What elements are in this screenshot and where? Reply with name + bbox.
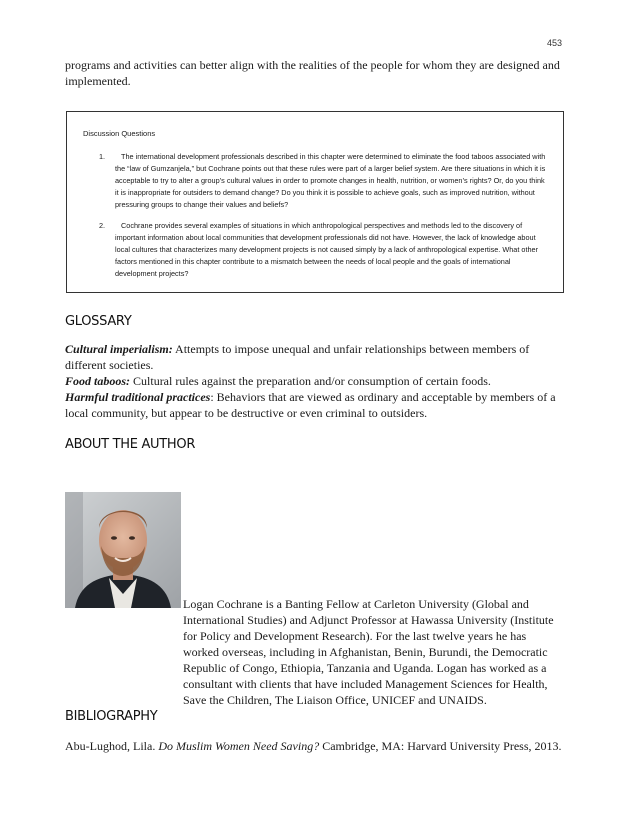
glossary-list bbox=[65, 341, 565, 421]
question-text: Cochrane provides several examples of situations in which anthropological perspectives and methods led to the discovery of important information about local communities that development professionals did not have. However, the lack of knowledge about local cultures that characterizes many development projects is not caused simply by a lack of anthropological expertise. What other factors mentioned in this chapter contribute to a mismatch between the needs of local people and the goals of international development projects? bbox=[115, 221, 539, 278]
question-text: The international development professionals described in this chapter were determined to eliminate the food taboos associated with the “law of Gumzanjela,” but Cochrane points out that these rules were part of a larger belief system. Are there situations in which it is acceptable to try to alter a group’s cultural values in order to promote changes in health, nutrition, or women’s rights? Or, do you think it is inappropriate for outsiders to demand change? Do you think it is possible to achieve goals, such as improved nutrition, without pressuring groups to change their values and beliefs? bbox=[115, 152, 546, 209]
glossary-definition: Attempts to impose unequal and unfair relationships between members of different societies. bbox=[65, 342, 530, 372]
glossary-entry bbox=[65, 341, 565, 373]
page-number: 453 bbox=[546, 38, 562, 48]
glossary-term: Harmful traditional practices bbox=[65, 390, 211, 404]
question-number: 2. bbox=[99, 221, 106, 230]
discussion-title: Discussion Questions bbox=[83, 129, 156, 138]
question-number: 1. bbox=[99, 152, 106, 161]
discussion-questions-box bbox=[66, 111, 564, 293]
author-bio-text: Logan Cochrane is a Banting Fellow at Carleton University (Global and International Studies) and Adjunct Professor at Hawassa University (Institute for Policy and Development Research). For the last twelve years he has worked overseas, including in Afghanistan, Benin, Burundi, the Democratic Republic of Congo, Ethiopia, Tanzania and Uganda. Logan has worked as a consultant with clients that have included Management Sciences for Health, Save the Children, The Liaison Office, UNICEF and UNAIDS. bbox=[183, 597, 554, 707]
bib-author: Abu-Lughod, Lila. bbox=[65, 739, 156, 753]
glossary-heading: GLOSSARY bbox=[65, 314, 132, 329]
glossary-entry bbox=[65, 389, 565, 421]
glossary-entry bbox=[65, 373, 565, 389]
intro-paragraph: programs and activities can better align with the realities of the people for whom they are designed and implemented. bbox=[65, 58, 560, 88]
glossary-definition: Cultural rules against the preparation and/or consumption of certain foods. bbox=[133, 374, 491, 388]
author-photo bbox=[65, 492, 181, 608]
bibliography-heading: BIBLIOGRAPHY bbox=[65, 709, 158, 724]
glossary-term: Food taboos: bbox=[65, 374, 131, 388]
bibliography-entry bbox=[65, 738, 565, 754]
glossary-term: Cultural imperialism: bbox=[65, 342, 173, 356]
bib-title: Do Muslim Women Need Saving? bbox=[158, 739, 320, 753]
author-bio bbox=[65, 596, 565, 708]
discussion-question bbox=[99, 151, 549, 211]
discussion-question bbox=[99, 220, 549, 280]
bib-publication: Cambridge, MA: Harvard University Press, 2013. bbox=[322, 739, 562, 753]
about-author-heading: ABOUT THE AUTHOR bbox=[65, 437, 196, 452]
glossary-definition: : Behaviors that are viewed as ordinary and acceptable by members of a local community, but appear to be destructive or even criminal to outsiders. bbox=[65, 390, 556, 420]
